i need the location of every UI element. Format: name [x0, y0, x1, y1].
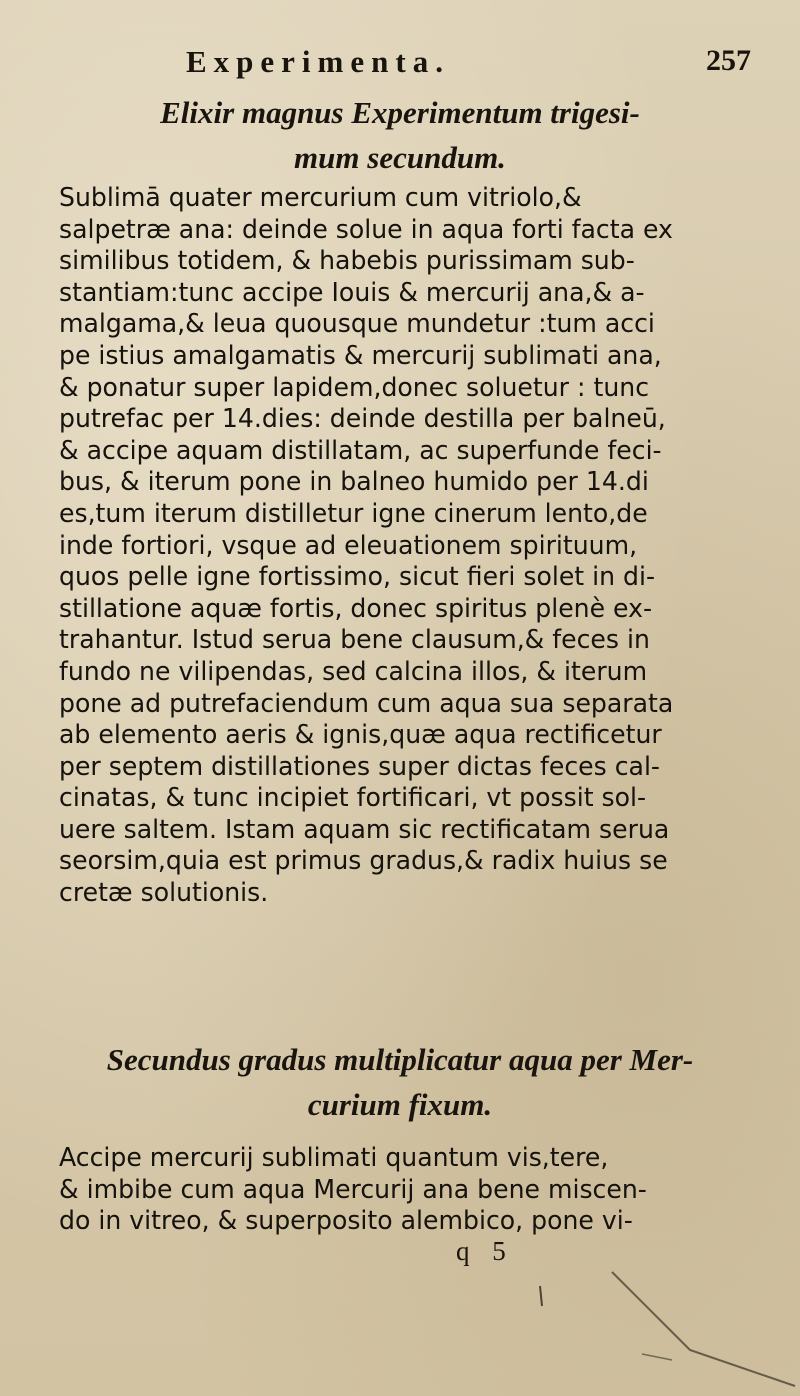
text-line: uere saltem. Istam aquam sic rectificatam serua: [59, 814, 670, 845]
text-line: ab elemento aeris & ignis,quæ aqua rectificetur: [59, 720, 662, 751]
crease-line: [612, 1272, 795, 1386]
text-line: & accipe aquam distillatam, ac superfunde feci-: [59, 435, 662, 466]
heading-line: Elixir magnus Experimentum trigesi-: [160, 95, 640, 130]
text-line: similibus totidem, & habebis purissimam sub-: [59, 246, 635, 277]
heading-line: Secundus gradus multiplicatur aqua per Mer-: [106, 1042, 694, 1077]
signature-mark: q 5: [456, 1236, 514, 1266]
heading-line: curium fixum.: [307, 1087, 493, 1122]
text-line: salpetræ ana: deinde solue in aqua forti facta ex: [59, 214, 673, 245]
text-line: bus, & iterum pone in balneo humido per 14.di: [59, 467, 649, 498]
text-line: stantiam:tunc accipe Iouis & mercurij ana,& a-: [59, 277, 645, 308]
text-line: & ponatur super lapidem,donec soluetur : tunc: [59, 372, 650, 403]
text-line: cinatas, & tunc incipiet fortificari, vt possit sol-: [59, 783, 647, 814]
crease-tick: [642, 1354, 672, 1360]
text-line: trahantur. Istud serua bene clausum,& feces in: [59, 625, 650, 656]
text-line: Accipe mercurij sublimati quantum vis,tere,: [59, 1143, 609, 1173]
text-line: pe istius amalgamatis & mercurij sublimati ana,: [59, 340, 662, 371]
text-line: pone ad putrefaciendum cum aqua sua separata: [59, 688, 674, 719]
text-line: & imbibe cum aqua Mercurij ana bene miscen-: [59, 1174, 647, 1205]
text-line: inde fortiori, vsque ad eleuationem spirituum,: [59, 530, 638, 561]
text-line: per septem distillationes super dictas feces cal-: [59, 751, 661, 782]
text-line: stillatione aquæ fortis, donec spiritus plenè ex-: [59, 593, 653, 624]
text-line: malgama,& leua quousque mundetur :tum acci: [59, 309, 655, 340]
text-line: fundo ne vilipendas, sed calcina illos, & iterum: [59, 656, 648, 687]
crease-tick: [540, 1286, 542, 1306]
text-line: putrefac per 14.dies: deinde destilla per balneū,: [59, 404, 666, 435]
text-line: seorsim,quia est primus gradus,& radix huius se: [59, 846, 668, 877]
text-line: quos pelle igne fortissimo, sicut fieri solet in di-: [59, 562, 656, 593]
text-line: do in vitreo, & superposito alembico, pone vi-: [59, 1206, 633, 1237]
text-line: Sublimā quater mercurium cum vitriolo,&: [59, 183, 582, 213]
text-line: cretæ solutionis.: [59, 878, 269, 909]
running-title: Experimenta.: [186, 44, 450, 79]
page-number: 257: [706, 44, 751, 77]
text-line: es,tum iterum distilletur igne cinerum lento,de: [59, 498, 648, 529]
heading-line: mum secundum.: [294, 140, 506, 175]
